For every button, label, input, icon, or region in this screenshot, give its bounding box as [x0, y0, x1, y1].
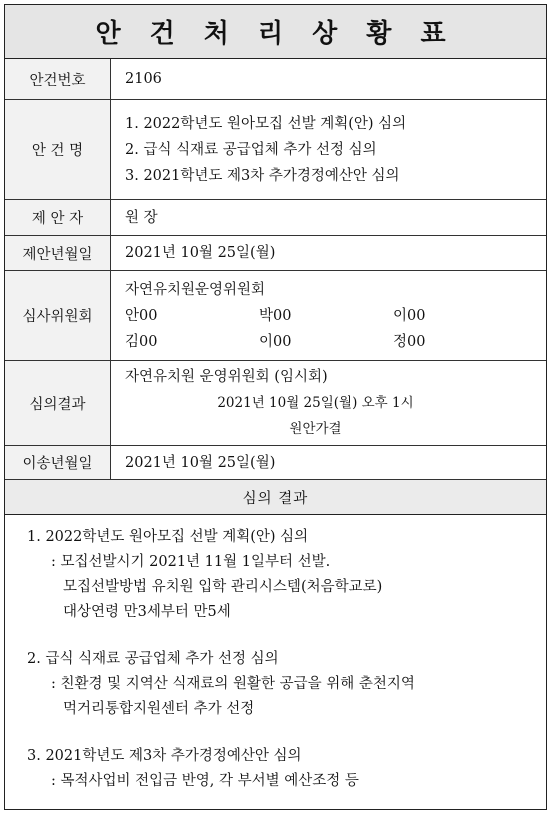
- agenda-number-label: 안건번호: [5, 59, 111, 99]
- agenda-item: 1. 2022학년도 원아모집 선발 계획(안) 심의: [125, 115, 407, 132]
- members-row: [125, 329, 546, 355]
- review-decision: 원안가결: [289, 421, 342, 437]
- committee-name: 자연유치원운영위원회: [125, 281, 266, 298]
- row-review-committee: [5, 271, 546, 361]
- review-datetime: 2021년 10월 25일(월) 오후 1시: [217, 395, 414, 411]
- row-agenda-number: [5, 59, 546, 100]
- proposer-value: 원 장: [125, 209, 158, 226]
- member: 김00: [125, 333, 158, 350]
- row-review-result: [5, 361, 546, 446]
- transfer-date-value: 2021년 10월 25일(월): [125, 454, 276, 471]
- member: 정00: [393, 333, 426, 350]
- results-body: [5, 515, 546, 794]
- row-agenda-name: [5, 100, 546, 200]
- result-detail: 모집선발방법 유치원 입학 관리시스템(처음학교로): [63, 579, 383, 595]
- proposal-date-value: 2021년 10월 25일(월): [125, 245, 276, 261]
- result-detail: : 친환경 및 지역산 식재료의 원활한 공급을 위해 춘천지역: [51, 676, 415, 692]
- result-detail: 대상연령 만3세부터 만5세: [63, 604, 231, 620]
- result-title: 3. 2021학년도 제3차 추가경정예산안 심의: [27, 748, 302, 764]
- proposal-date-label: 제안년월일: [5, 236, 111, 270]
- transfer-date-label: 이송년월일: [5, 446, 111, 479]
- agenda-name-label: 안 건 명: [5, 100, 111, 199]
- results-heading: 심의 결과: [5, 480, 546, 515]
- agenda-item: 2. 급식 식재료 공급업체 추가 선정 심의: [125, 141, 377, 158]
- result-detail: : 모집선발시기 2021년 11월 1일부터 선발.: [51, 554, 331, 570]
- member: 이00: [259, 333, 292, 350]
- member: 박00: [259, 307, 292, 324]
- result-detail: : 목적사업비 전입금 반영, 각 부서별 예산조정 등: [51, 773, 359, 789]
- review-committee-label: 심사위원회: [5, 271, 111, 360]
- review-meeting: 자연유치원 운영위원회 (임시회): [125, 369, 328, 385]
- row-proposer: [5, 200, 546, 236]
- agenda-item: 3. 2021학년도 제3차 추가경정예산안 심의: [125, 167, 400, 184]
- result-item-2: [27, 647, 546, 722]
- result-title: 1. 2022학년도 원아모집 선발 계획(안) 심의: [27, 529, 309, 545]
- page-title: 안 건 처 리 상 황 표: [5, 5, 546, 59]
- review-result-label: 심의결과: [5, 361, 111, 445]
- agenda-number-value: 2106: [125, 71, 162, 87]
- result-item-1: [27, 525, 546, 625]
- row-transfer-date: [5, 446, 546, 480]
- members-row: [125, 303, 546, 329]
- result-title: 2. 급식 식재료 공급업체 추가 선정 심의: [27, 651, 279, 667]
- member: 이00: [393, 307, 426, 324]
- member: 안00: [125, 307, 158, 324]
- result-detail: 먹거리통합지원센터 추가 선정: [63, 701, 255, 717]
- result-item-3: [27, 744, 546, 794]
- proposer-label: 제 안 자: [5, 200, 111, 235]
- row-proposal-date: [5, 236, 546, 271]
- agenda-status-sheet: [4, 4, 547, 810]
